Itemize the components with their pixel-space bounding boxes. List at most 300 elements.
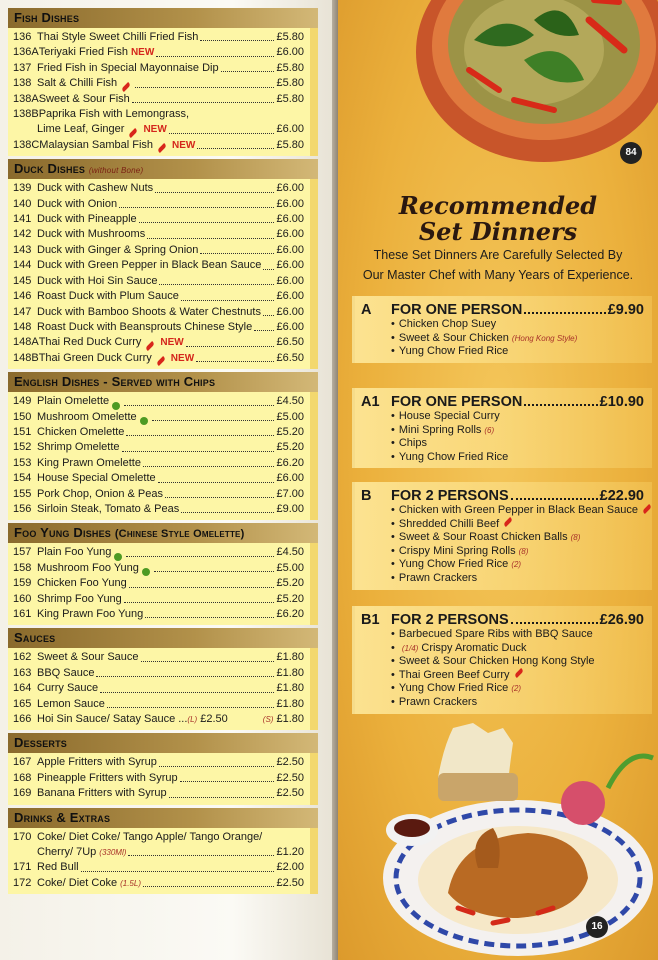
item-name: Shrimp Foo Yung [37, 592, 122, 605]
item-number: 138C [13, 138, 40, 151]
item-price: £6.00 [276, 259, 304, 272]
set-label: FOR ONE PERSON [391, 394, 523, 410]
item-name: Curry Sauce [37, 682, 99, 695]
set-dinner-box[interactable] [352, 388, 652, 468]
item-name: King Prawn Omelette [37, 456, 141, 469]
leader-dots [132, 102, 275, 103]
leader-dots [124, 602, 275, 603]
new-badge: NEW [143, 124, 167, 136]
item-price: £5.20 [276, 425, 304, 438]
menu-item[interactable] [13, 258, 304, 273]
menu-item[interactable] [13, 122, 304, 137]
menu-section [8, 372, 318, 520]
item-number: 136A [13, 46, 39, 59]
menu-item[interactable] [13, 576, 304, 591]
section-header [8, 372, 318, 392]
menu-item[interactable] [13, 30, 304, 45]
leader-dots [141, 661, 275, 662]
item-name: Plain Foo Yung [37, 546, 112, 559]
menu-section [8, 523, 318, 625]
item-name: Mushroom Omelette [37, 410, 137, 423]
leader-dots [197, 148, 274, 149]
menu-item[interactable] [13, 561, 304, 576]
item-number: 138A [13, 92, 39, 105]
item-name: Cherry/ 7Up [37, 846, 97, 859]
item-price: £1.80 [276, 713, 304, 726]
item-number: 148B [13, 351, 39, 364]
set-item-name: Chicken with Green Pepper in Black Bean Sauce [398, 504, 638, 516]
item-name: Shrimp Omelette [37, 441, 120, 454]
leader-dots [524, 404, 597, 406]
item-price: £6.00 [276, 182, 304, 195]
section-header [8, 159, 318, 179]
item-price: £2.50 [276, 787, 304, 800]
item-name: House Special Omelette [37, 472, 156, 485]
leader-dots [200, 40, 274, 41]
menu-section [8, 8, 318, 156]
page-number-bottom: 16 [586, 916, 608, 938]
recommended-title-line2: Set Dinners [418, 217, 578, 246]
item-price: £6.20 [276, 608, 304, 620]
item-price: £6.00 [276, 472, 304, 485]
item-number: 148 [13, 320, 32, 333]
section-header [8, 733, 318, 753]
menu-item[interactable] [13, 456, 304, 471]
chilli-icon [514, 668, 524, 678]
item-number: 162 [13, 651, 32, 664]
item-name: Duck with Bamboo Shoots & Water Chestnuts [37, 305, 261, 318]
item-number: 159 [13, 577, 32, 590]
set-item-name: Prawn Crackers [398, 571, 478, 584]
item-name: Malaysian Sambal Fish [39, 138, 154, 151]
roast-duck-photo [378, 718, 658, 960]
item-name: Thai Green Duck Curry [38, 351, 152, 364]
item-price: £2.50 [276, 876, 304, 889]
large-size-price: £2.50 [200, 713, 228, 726]
item-price: £6.00 [276, 243, 304, 256]
vegetarian-leaf-icon [142, 568, 150, 576]
set-item-name: Sweet & Sour Chicken Hong Kong Style [398, 655, 595, 668]
set-item [391, 451, 644, 465]
item-number: 148A [13, 336, 39, 349]
set-item-name: Sweet & Sour Roast Chicken Balls [398, 531, 568, 544]
curry-bowl-photo [414, 0, 658, 170]
item-number: 163 [13, 666, 32, 679]
leader-dots [135, 87, 274, 88]
item-price: £5.00 [276, 561, 304, 574]
item-name: Coke/ Diet Coke/ Tango Apple/ Tango Orange/ [37, 830, 263, 843]
item-price: £2.50 [276, 756, 304, 769]
item-number: 165 [13, 697, 32, 710]
set-item [391, 318, 644, 332]
item-number: 161 [13, 608, 32, 620]
menu-item[interactable] [13, 830, 304, 845]
section-items [8, 179, 318, 369]
leader-dots [181, 512, 274, 513]
item-price: £1.80 [276, 697, 304, 710]
menu-item[interactable] [13, 712, 304, 727]
set-item-name: House Special Curry [398, 410, 500, 422]
set-item [391, 437, 644, 451]
item-price: £5.80 [276, 31, 304, 43]
menu-section [8, 808, 318, 895]
menu-item[interactable] [13, 592, 304, 607]
item-name: Banana Fritters with Syrup [37, 787, 167, 800]
menu-item[interactable] [13, 181, 304, 196]
menu-item[interactable] [13, 45, 304, 60]
new-badge: NEW [130, 47, 155, 59]
leader-dots [152, 420, 275, 421]
set-item [391, 655, 644, 669]
item-name: Hoi Sin Sauce/ Satay Sauce ... [37, 713, 188, 726]
menu-item[interactable] [13, 197, 304, 212]
leader-dots [524, 312, 605, 314]
item-name: Lemon Sauce [37, 697, 105, 710]
item-name: Fried Fish in Special Mayonnaise Dip [37, 61, 219, 74]
item-price: £9.00 [276, 502, 304, 515]
leader-dots [147, 238, 274, 239]
item-name: Pineapple Fritters with Syrup [37, 771, 178, 784]
item-price: £5.80 [276, 77, 304, 90]
item-price: £5.80 [276, 61, 304, 74]
item-name: Coke/ Diet Coke [37, 876, 118, 889]
item-name: Duck with Pineapple [37, 213, 137, 226]
leader-dots [169, 797, 275, 798]
large-size-label: (L) [187, 715, 198, 725]
menu-item[interactable] [13, 335, 304, 350]
item-price: £5.20 [276, 577, 304, 590]
menu-item[interactable] [13, 212, 304, 227]
menu-item[interactable] [13, 876, 304, 891]
menu-item[interactable] [13, 440, 304, 455]
set-item-note: (Hong Kong Style) [511, 333, 578, 343]
item-number: 167 [13, 756, 32, 769]
section-subtitle: (Chinese Style Omelette) [114, 528, 245, 541]
set-dinner-box[interactable] [352, 482, 652, 590]
leader-dots [139, 222, 275, 223]
item-name: Thai Style Sweet Chilli Fried Fish [37, 31, 199, 43]
menu-item[interactable] [13, 471, 304, 486]
set-item-name: Crispy Aromatic Duck [421, 641, 527, 654]
set-price: £22.90 [599, 488, 644, 504]
menu-item[interactable] [13, 243, 304, 258]
item-price: £5.80 [276, 138, 304, 151]
set-label: FOR ONE PERSON [391, 302, 523, 318]
leader-dots [145, 617, 274, 618]
item-name: Chicken Foo Yung [37, 577, 127, 590]
page-number-top: 84 [620, 142, 642, 164]
set-item [391, 410, 644, 424]
item-note: (1.5L) [120, 878, 141, 888]
set-item-name: Yung Chow Fried Rice [398, 450, 509, 463]
item-name: Duck with Ginger & Spring Onion [37, 243, 199, 256]
item-name: Salt & Chilli Fish [37, 77, 118, 90]
new-badge: NEW [170, 352, 195, 364]
item-number: 142 [13, 228, 32, 241]
leader-dots [107, 707, 275, 708]
leader-dots [254, 330, 274, 331]
menu-item[interactable] [13, 771, 304, 786]
item-name: Sirloin Steak, Tomato & Peas [37, 502, 180, 515]
set-item [391, 531, 644, 545]
leader-dots [159, 284, 274, 285]
menu-item[interactable] [13, 681, 304, 696]
leader-dots [155, 192, 274, 193]
set-item-note: (2) [511, 684, 522, 694]
item-number: 138 [13, 77, 32, 90]
menu-item[interactable] [13, 305, 304, 320]
item-price: £1.20 [276, 846, 304, 859]
section-items [8, 828, 318, 895]
leader-dots [143, 466, 275, 467]
set-item-portion: (1/4) [401, 643, 419, 653]
item-number: 153 [13, 456, 32, 469]
leader-dots [165, 497, 275, 498]
item-number: 164 [13, 682, 32, 695]
item-price: £4.50 [276, 546, 304, 559]
item-number: 139 [13, 182, 32, 195]
vegetarian-leaf-icon [140, 417, 148, 425]
menu-item[interactable] [13, 860, 304, 875]
item-price: £6.00 [276, 46, 304, 59]
vegetarian-leaf-icon [114, 553, 122, 561]
item-number: 171 [13, 861, 32, 874]
item-number: 137 [13, 61, 32, 74]
item-name: Duck with Hoi Sin Sauce [37, 274, 158, 287]
menu-item[interactable] [13, 76, 304, 91]
item-price: £6.00 [276, 305, 304, 318]
section-items [8, 648, 318, 730]
set-header [361, 302, 644, 318]
menu-item[interactable] [13, 138, 304, 153]
item-price: £6.00 [276, 320, 304, 333]
menu-item[interactable] [13, 289, 304, 304]
section-items [8, 28, 318, 156]
item-number: 141 [13, 213, 32, 226]
set-item-name: Yung Chow Fried Rice [398, 558, 509, 571]
menu-item[interactable] [13, 755, 304, 770]
section-items [8, 543, 318, 625]
item-number: 168 [13, 771, 32, 784]
menu-item[interactable] [13, 666, 304, 681]
menu-item[interactable] [13, 545, 304, 560]
set-item-name: Thai Green Beef Curry [398, 668, 510, 681]
item-price: £6.00 [276, 123, 304, 136]
set-dinner-box[interactable] [352, 606, 652, 714]
set-item [391, 669, 644, 683]
set-item [391, 572, 644, 586]
menu-item[interactable] [13, 487, 304, 502]
menu-item[interactable] [13, 320, 304, 335]
section-title: Sauces [14, 630, 56, 646]
set-item [391, 682, 644, 696]
item-name: Plain Omelette [37, 395, 110, 408]
chilli-icon [128, 128, 138, 138]
menu-item[interactable] [13, 502, 304, 517]
chilli-icon [503, 517, 513, 527]
item-name: Sweet & Sour Fish [38, 92, 130, 105]
item-name: Teriyaki Fried Fish [38, 46, 128, 59]
item-price: £6.00 [276, 274, 304, 287]
section-header [8, 628, 318, 648]
set-item-name: Yung Chow Fried Rice [398, 345, 509, 358]
chilli-icon [145, 341, 155, 351]
leader-dots [186, 346, 275, 347]
item-number: 158 [13, 561, 32, 574]
set-item-note: (2) [511, 560, 522, 570]
set-item [391, 332, 644, 346]
set-items [361, 504, 644, 586]
set-items [361, 628, 644, 710]
set-item-note: (6) [484, 425, 495, 435]
menu-item[interactable] [13, 227, 304, 242]
menu-item[interactable] [13, 274, 304, 289]
set-dinner-box[interactable] [352, 296, 652, 363]
item-name: Sweet & Sour Sauce [37, 651, 139, 664]
set-header [361, 612, 644, 628]
item-number: 170 [13, 830, 32, 843]
item-number: 140 [13, 197, 32, 210]
item-price: £7.00 [276, 487, 304, 500]
item-price: £1.80 [276, 682, 304, 695]
set-code: A1 [361, 394, 380, 410]
section-items [8, 753, 318, 804]
new-badge: NEW [160, 337, 184, 349]
leader-dots [181, 300, 275, 301]
set-item-name: Shredded Chilli Beef [398, 517, 500, 530]
menu-item[interactable] [13, 697, 304, 712]
set-price: £9.90 [607, 302, 644, 318]
set-items [361, 410, 644, 464]
recommended-subtitle-line2: Our Master Chef with Many Years of Experience. [362, 268, 634, 282]
item-number: 138B [13, 108, 39, 121]
set-item [391, 558, 644, 572]
leader-dots [143, 886, 274, 887]
set-item-name: Crispy Mini Spring Rolls [398, 544, 516, 557]
leader-dots [263, 315, 274, 316]
item-price: £1.80 [276, 651, 304, 664]
item-price: £6.00 [276, 290, 304, 303]
section-title: Desserts [14, 735, 67, 751]
leader-dots [159, 766, 275, 767]
item-name: Thai Red Duck Curry [38, 336, 142, 349]
set-item-name: Sweet & Sour Chicken [398, 331, 509, 344]
set-header [361, 488, 644, 504]
item-name: BBQ Sauce [37, 666, 95, 679]
item-name: Roast Duck with Plum Sauce [37, 290, 179, 303]
chilli-icon [642, 504, 652, 514]
menu-item[interactable] [13, 650, 304, 665]
leader-dots [100, 692, 274, 693]
menu-section [8, 733, 318, 804]
section-header [8, 523, 318, 543]
leader-dots [221, 71, 275, 72]
item-price: £6.50 [276, 351, 304, 364]
set-item-name: Barbecued Spare Ribs with BBQ Sauce [398, 628, 593, 640]
item-number: 152 [13, 441, 32, 454]
leader-dots [128, 855, 274, 856]
set-item-name: Mini Spring Rolls [398, 423, 482, 436]
item-number: 149 [13, 395, 32, 408]
leader-dots [196, 361, 274, 362]
item-price: £2.00 [276, 861, 304, 874]
section-title: Drinks & Extras [14, 809, 111, 825]
chilli-icon [157, 143, 167, 153]
chilli-icon [156, 356, 166, 366]
leader-dots [169, 133, 275, 134]
item-name: Duck with Mushrooms [37, 228, 146, 241]
leader-dots [180, 781, 275, 782]
vegetarian-leaf-icon [112, 402, 120, 410]
item-price: £6.00 [276, 213, 304, 226]
item-name: King Prawn Foo Yung [37, 608, 144, 620]
set-code: A [361, 302, 372, 318]
item-number: 144 [13, 259, 32, 272]
menu-item[interactable] [13, 607, 304, 622]
item-name: Duck with Green Pepper in Black Bean Sauce [37, 259, 262, 272]
leader-dots [511, 622, 598, 624]
menu-item[interactable] [13, 394, 304, 409]
set-item [391, 628, 644, 642]
leader-dots [511, 498, 598, 500]
item-number: 150 [13, 410, 32, 423]
leader-dots [119, 207, 274, 208]
set-item [391, 504, 644, 518]
item-number: 147 [13, 305, 32, 318]
menu-item[interactable] [13, 410, 304, 425]
item-price: £6.00 [276, 197, 304, 210]
set-item [391, 545, 644, 559]
menu-item[interactable] [13, 845, 304, 860]
section-title: English Dishes - Served with Chips [14, 374, 216, 390]
item-number: 154 [13, 472, 32, 485]
section-header [8, 808, 318, 828]
menu-section [8, 159, 318, 369]
set-item [391, 345, 644, 359]
leader-dots [263, 269, 274, 270]
recommended-title-line1: Recommended [398, 191, 598, 220]
chilli-icon [121, 82, 131, 92]
section-header [8, 8, 318, 28]
set-label: FOR 2 PERSONS [391, 488, 509, 504]
item-name: Apple Fritters with Syrup [37, 756, 157, 769]
leader-dots [96, 676, 274, 677]
right-menu-page [338, 0, 658, 960]
item-name: Roast Duck with Beansprouts Chinese Style [37, 320, 253, 333]
menu-item[interactable] [13, 351, 304, 366]
item-number: 169 [13, 787, 32, 800]
menu-item[interactable] [13, 786, 304, 801]
leader-dots [154, 571, 275, 572]
set-item [391, 642, 644, 656]
menu-item[interactable] [13, 425, 304, 440]
item-number: 160 [13, 592, 32, 605]
menu-item[interactable] [13, 61, 304, 76]
leader-dots [158, 482, 275, 483]
menu-item[interactable] [13, 92, 304, 107]
set-item [391, 696, 644, 710]
item-price: £1.80 [276, 666, 304, 679]
leader-dots [124, 405, 274, 406]
item-number: 156 [13, 502, 32, 515]
item-name: Duck with Onion [37, 197, 118, 210]
item-price: £5.80 [276, 92, 304, 105]
item-name: Red Bull [37, 861, 79, 874]
item-number: 151 [13, 425, 32, 438]
item-number: 143 [13, 243, 32, 256]
leader-dots [156, 56, 274, 57]
menu-item[interactable] [13, 107, 304, 122]
